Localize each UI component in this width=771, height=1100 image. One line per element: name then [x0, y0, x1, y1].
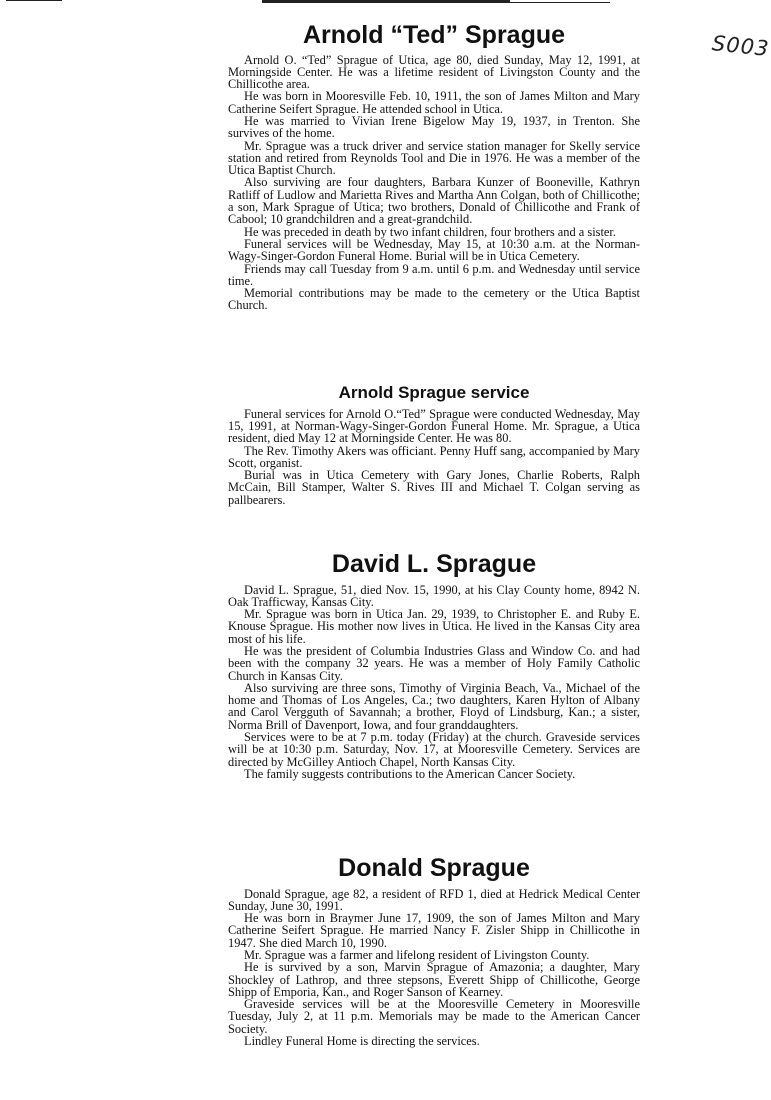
paragraph: Friends may call Tuesday from 9 a.m. until 6 p.m. and Wednesday until service time. — [228, 261, 640, 288]
paragraph: Mr. Sprague was born in Utica Jan. 29, 1939, to Christopher E. and Ruby E. Knouse Sprague. His mother now lives in Utica. He lived in the Kansas City area most of his life. — [228, 607, 640, 646]
paragraph: Lindley Funeral Home is directing the services. — [244, 1034, 480, 1049]
paragraph: Arnold O. “Ted” Sprague of Utica, age 80, died Sunday, May 12, 1991, at Morningside Center. He was a lifetime resident of Livingston County and the Chillicothe area. — [228, 52, 640, 92]
paragraph: He is survived by a son, Marvin Sprague of Amazonia; a daughter, Mary Shockley of Lathrop, and three stepsons, Everett Shipp of Chillicothe, George Shipp of Emporia, Kan., and Roger Sanson of Kearney. — [228, 960, 640, 999]
obituary-arnold-ted-sprague — [228, 22, 640, 312]
paragraph: He was the president of Columbia Industries Glass and Window Co. and had been with the company 32 years. He was a member of Holy Family Catholic Church in Kansas City. — [228, 643, 640, 683]
paragraph: Memorial contributions may be made to the cemetery or the Utica Baptist Church. — [228, 286, 640, 313]
paragraph: Graveside services will be at the Mooresville Cemetery in Mooresville Tuesday, July 2, at 11 p.m. Memorials may be made to the American Cancer Society. — [228, 997, 640, 1036]
top-rule-right — [510, 2, 610, 3]
paragraph: The family suggests contributions to the American Cancer Society. — [244, 766, 576, 781]
paragraph: Also surviving are four daughters, Barbara Kunzer of Booneville, Kathryn Ratliff of Ludlow and Marietta Rives and Martha Ann Colgan, both of Chillicothe; a son, Mark Sprague of Utica; two brothers, Donald of Chillicothe and Frank of Cabool; 10 grandchildren and a great-grandchild. — [228, 175, 640, 227]
headline: Donald Sprague — [338, 854, 530, 882]
paragraph: He was born in Mooresville Feb. 10, 1911, the son of James Milton and Mary Catherine Seifert Sprague. He attended school in Utica. — [228, 89, 640, 116]
headline: David L. Sprague — [331, 550, 537, 578]
paragraph: Funeral services will be Wednesday, May 15, at 10:30 a.m. at the Norman-Wagy-Singer-Gordon Funeral Home. Burial will be in Utica Cemetery. — [228, 236, 640, 264]
headline: Arnold Sprague service — [338, 383, 530, 402]
paragraph: David L. Sprague, 51, died Nov. 15, 1990, at his Clay County home, 8942 N. Oak Trafficway, Kansas City. — [228, 582, 640, 609]
handwritten-margin-note: S003 — [710, 31, 771, 61]
paragraph: Funeral services for Arnold O.“Ted” Sprague were conducted Wednesday, May 15, 1991, at Norman-Wagy-Singer-Gordon Funeral Home. Mr. Sprague, a Utica resident, died May 12 at Morningside Center. He was 80. — [228, 406, 640, 446]
obituary-david-l-sprague — [228, 551, 640, 780]
paragraph: He was preceded in death by two infant children, four brothers and a sister. — [244, 224, 616, 239]
paragraph: The Rev. Timothy Akers was officiant. Penny Huff sang, accompanied by Mary Scott, organist. — [228, 443, 640, 470]
paragraph: He was born in Braymer June 17, 1909, the son of James Milton and Mary Catherine Seifert Sprague. He married Nancy F. Zisler Shipp in Chillicothe in 1947. She died March 10, 1990. — [228, 911, 640, 950]
obituary-donald-sprague — [228, 855, 640, 1047]
paragraph: Donald Sprague, age 82, a resident of RFD 1, died at Hedrick Medical Center Sunday, June 30, 1991. — [228, 886, 640, 913]
obituary-arnold-sprague-service — [228, 384, 640, 506]
paragraph: Services were to be at 7 p.m. today (Friday) at the church. Graveside services will be at 10:30 p.m. Saturday, Nov. 17, at Mooresville Cemetery. Services are directed by McGilley Antioch Chapel, North Kansas City. — [228, 730, 640, 769]
paragraph: He was married to Vivian Irene Bigelow May 19, 1937, in Trenton. She survives of the home. — [228, 113, 640, 141]
paragraph: Mr. Sprague was a farmer and lifelong resident of Livingston County. — [244, 947, 590, 962]
top-rule-center — [262, 0, 510, 3]
headline: Arnold “Ted” Sprague — [302, 21, 566, 49]
paragraph: Mr. Sprague was a truck driver and service station manager for Skelly service station and retired from Reynolds Tool and Die in 1976. He was a member of the Utica Baptist Church. — [228, 138, 640, 178]
top-rule-left — [6, 0, 62, 1]
paragraph: Also surviving are three sons, Timothy of Virginia Beach, Va., Michael of the home and Thomas of Los Angeles, Ca.; two daughters, Karen Hylton of Albany and Carol Vergguth of Savannah; a brother, Floyd of Lindsburg, Kan.; a sister, Norma Brill of Davenport, Iowa, and four granddaughters. — [228, 680, 640, 732]
paragraph: Burial was in Utica Cemetery with Gary Jones, Charlie Roberts, Ralph McCain, Bill Stamper, Walter S. Rives III and Michael T. Colgan serving as pallbearers. — [228, 468, 640, 507]
